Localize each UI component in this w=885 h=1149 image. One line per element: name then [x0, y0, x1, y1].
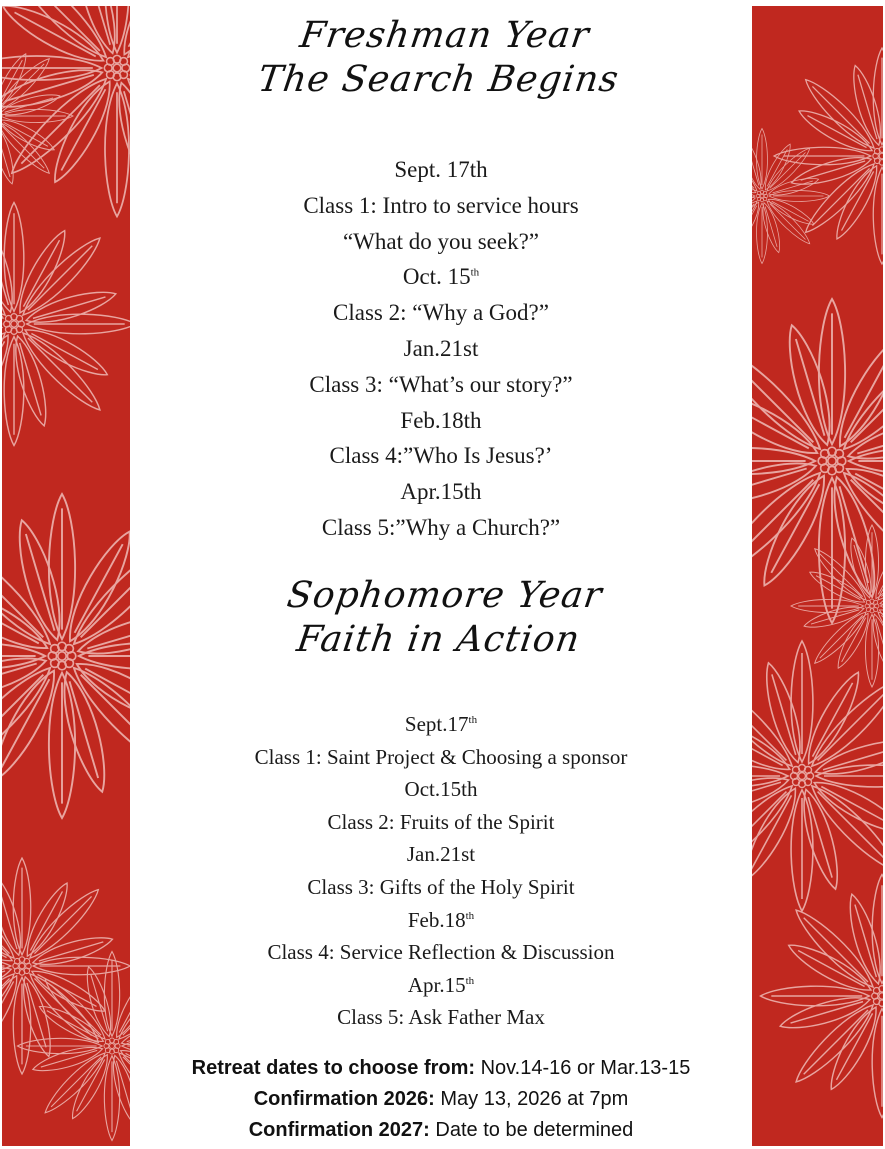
sophomore-title-line2: Faith in Action [294, 619, 583, 660]
schedule-line [130, 331, 752, 367]
retreat-value: Nov.14-16 or Mar.13-15 [475, 1057, 691, 1079]
schedule-line-text: Class 5:”Why a Church?” [321, 514, 561, 540]
schedule-line-text: Feb.18 [407, 907, 466, 932]
schedule-line [130, 1001, 752, 1034]
ordinal-suffix: th [470, 266, 480, 279]
schedule-line-text: Class 4: Service Reflection & Discussion [267, 940, 615, 965]
flower-pattern-left [2, 6, 130, 1146]
retreat-label: Retreat dates to choose from: [191, 1057, 476, 1079]
freshman-title-line2: The Search Begins [255, 59, 622, 100]
schedule-line-text: Class 1: Intro to service hours [303, 192, 579, 218]
flower-icon [2, 203, 130, 446]
schedule-line [130, 871, 752, 904]
schedule-sheet [130, 0, 752, 1149]
freshman-title-line1: Freshman Year [297, 15, 593, 56]
flower-pattern-right [752, 6, 883, 1146]
schedule-line-text: Jan.21st [403, 335, 479, 361]
schedule-line [130, 904, 752, 937]
schedule-line-text: Class 5: Ask Father Max [337, 1005, 545, 1030]
schedule-line-text: Class 1: Saint Project & Choosing a sponsor [254, 744, 628, 769]
schedule-line [130, 969, 752, 1002]
floral-panel-left [2, 6, 130, 1146]
schedule-line-text: Class 4:”Who Is Jesus?’ [329, 443, 553, 469]
schedule-line [130, 259, 752, 295]
freshman-title [124, 15, 758, 106]
flower-icon [791, 525, 883, 687]
sophomore-title [124, 575, 758, 666]
schedule-line-text: Jan.21st [406, 842, 476, 867]
schedule-line [130, 295, 752, 331]
sophomore-title-line1: Sophomore Year [284, 575, 605, 616]
schedule-line-text: Class 3: “What’s our story?” [309, 371, 573, 397]
confirmation-2027-value: Date to be determined [429, 1119, 634, 1141]
freshman-schedule [130, 152, 752, 546]
schedule-line-text: Oct.15th [404, 777, 478, 802]
schedule-line-text: Class 2: Fruits of the Spirit [327, 809, 555, 834]
schedule-line [130, 936, 752, 969]
schedule-line-text: Feb.18th [400, 407, 482, 433]
schedule-line-text: Sept. 17th [394, 157, 488, 182]
flower-icon [752, 129, 830, 264]
confirmation-2026-value: May 13, 2026 at 7pm [434, 1088, 629, 1110]
confirmation-2027-label: Confirmation 2027: [248, 1119, 430, 1141]
flower-icon [2, 6, 130, 217]
schedule-line [130, 474, 752, 510]
schedule-line [130, 741, 752, 774]
confirmation-2026-label: Confirmation 2026: [253, 1088, 435, 1110]
floral-panel-right [752, 6, 883, 1146]
flower-icon [752, 641, 883, 911]
ordinal-suffix: th [465, 974, 475, 987]
schedule-line [130, 403, 752, 439]
schedule-line-text: “What do you seek?” [342, 228, 540, 254]
schedule-line [130, 773, 752, 806]
schedule-line-text: Class 3: Gifts of the Holy Spirit [307, 874, 575, 899]
flower-icon [761, 875, 884, 1118]
schedule-line [130, 152, 752, 188]
flower-icon [752, 299, 883, 623]
schedule-line-text: Oct. 15 [402, 264, 471, 290]
ordinal-suffix: th [468, 714, 478, 726]
schedule-line [130, 510, 752, 546]
schedule-line [130, 224, 752, 260]
schedule-line-text: Apr.15 [407, 972, 466, 997]
ordinal-suffix: th [465, 909, 475, 922]
schedule-line [130, 838, 752, 871]
schedule-line-text: Sept.17 [404, 712, 469, 736]
flower-icon [2, 494, 130, 818]
schedule-line-text: Class 2: “Why a God?” [333, 300, 549, 326]
flower-icon [2, 858, 130, 1074]
sophomore-schedule [130, 708, 752, 1034]
schedule-line [130, 367, 752, 403]
confirmation-2026 [130, 1084, 752, 1115]
footer-info [130, 1053, 752, 1146]
retreat-dates [130, 1053, 752, 1084]
schedule-line [130, 708, 752, 741]
flower-icon [18, 952, 130, 1141]
schedule-line-text: Apr.15th [400, 479, 482, 505]
schedule-line [130, 188, 752, 224]
schedule-line [130, 806, 752, 839]
schedule-line [130, 438, 752, 474]
confirmation-2027 [130, 1115, 752, 1146]
